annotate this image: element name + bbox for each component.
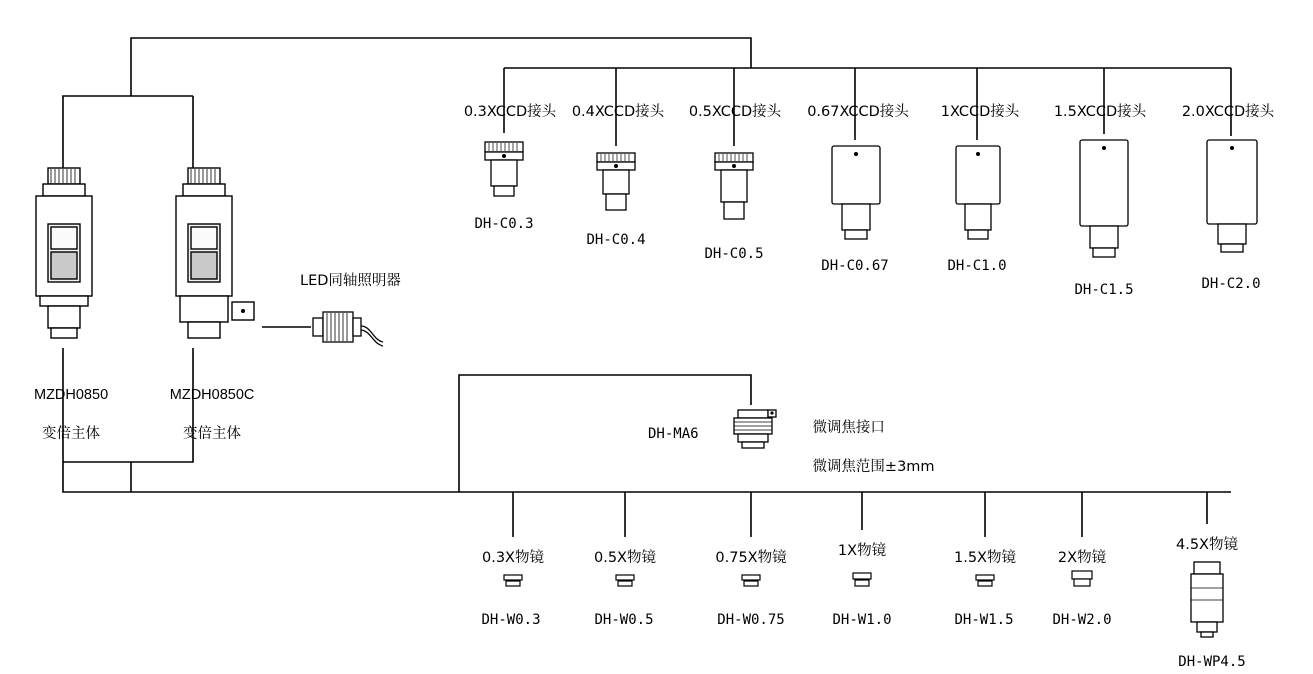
objective-icon-2 bbox=[739, 572, 763, 592]
micro-focus-module-icon bbox=[724, 406, 784, 456]
led-illuminator-label: LED同轴照明器 bbox=[300, 273, 401, 289]
objective-icon-6 bbox=[1184, 560, 1230, 640]
ccd-pn-3: DH-C0.67 bbox=[821, 258, 889, 274]
objective-icon-3 bbox=[850, 570, 874, 592]
ccd-pn-0: DH-C0.3 bbox=[474, 216, 534, 232]
ccd-header-1: 0.4XCCD接头 bbox=[571, 104, 665, 120]
objective-header-4: 1.5X物镜 bbox=[954, 550, 1016, 566]
objective-pn-6: DH-WP4.5 bbox=[1178, 654, 1246, 670]
objective-pn-2: DH-W0.75 bbox=[717, 612, 785, 628]
ccd-pn-1: DH-C0.4 bbox=[586, 232, 646, 248]
body-sub-2: 变倍主体 bbox=[183, 425, 242, 442]
ccd-header-5: 1.5XCCD接头 bbox=[1053, 104, 1147, 120]
zoom-body-mzdh0850 bbox=[26, 164, 102, 354]
ccd-adapter-icon-1 bbox=[591, 149, 641, 219]
objective-pn-3: DH-W1.0 bbox=[832, 612, 892, 628]
objective-icon-0 bbox=[501, 572, 525, 592]
objective-pn-0: DH-W0.3 bbox=[481, 612, 541, 628]
micro-focus-label-line2: 微调焦范围±3mm bbox=[812, 458, 935, 475]
ccd-pn-2: DH-C0.5 bbox=[704, 246, 764, 262]
objective-icon-1 bbox=[613, 572, 637, 592]
objective-pn-1: DH-W0.5 bbox=[594, 612, 654, 628]
objective-header-3: 1X物镜 bbox=[837, 543, 887, 559]
objective-pn-5: DH-W2.0 bbox=[1052, 612, 1112, 628]
micro-focus-label bbox=[794, 399, 935, 497]
led-coaxial-illuminator bbox=[311, 306, 391, 354]
ccd-pn-4: DH-C1.0 bbox=[947, 258, 1007, 274]
objective-header-6: 4.5X物镜 bbox=[1176, 537, 1238, 553]
ccd-adapter-icon-4 bbox=[950, 142, 1006, 242]
ccd-adapter-icon-2 bbox=[709, 149, 759, 224]
objective-icon-5 bbox=[1068, 568, 1096, 592]
body-label-1 bbox=[18, 366, 108, 464]
micro-focus-part-number: DH-MA6 bbox=[648, 426, 699, 442]
ccd-adapter-icon-3 bbox=[828, 142, 884, 242]
body-name-2: MZDH0850C bbox=[169, 386, 255, 403]
ccd-header-2: 0.5XCCD接头 bbox=[688, 104, 782, 120]
ccd-adapter-icon-6 bbox=[1203, 136, 1261, 254]
body-label-2 bbox=[154, 366, 255, 464]
ccd-header-4: 1XCCD接头 bbox=[940, 104, 1020, 120]
objective-header-0: 0.3X物镜 bbox=[482, 550, 544, 566]
body-name-1: MZDH0850 bbox=[33, 386, 109, 403]
ccd-adapter-icon-5 bbox=[1076, 136, 1132, 260]
objective-header-2: 0.75X物镜 bbox=[715, 550, 787, 566]
ccd-header-6: 2.0XCCD接头 bbox=[1181, 104, 1275, 120]
ccd-header-3: 0.67XCCD接头 bbox=[807, 104, 909, 120]
zoom-body-mzdh0850c bbox=[166, 164, 266, 354]
micro-focus-label-line1: 微调焦接口 bbox=[812, 419, 885, 436]
objective-header-1: 0.5X物镜 bbox=[594, 550, 656, 566]
body-sub-1: 变倍主体 bbox=[42, 425, 101, 442]
objective-header-5: 2X物镜 bbox=[1057, 550, 1107, 566]
ccd-pn-6: DH-C2.0 bbox=[1201, 276, 1261, 292]
ccd-pn-5: DH-C1.5 bbox=[1074, 282, 1134, 298]
ccd-adapter-icon-0 bbox=[479, 136, 529, 206]
objective-icon-4 bbox=[973, 572, 997, 592]
ccd-header-0: 0.3XCCD接头 bbox=[463, 104, 557, 120]
objective-pn-4: DH-W1.5 bbox=[954, 612, 1014, 628]
